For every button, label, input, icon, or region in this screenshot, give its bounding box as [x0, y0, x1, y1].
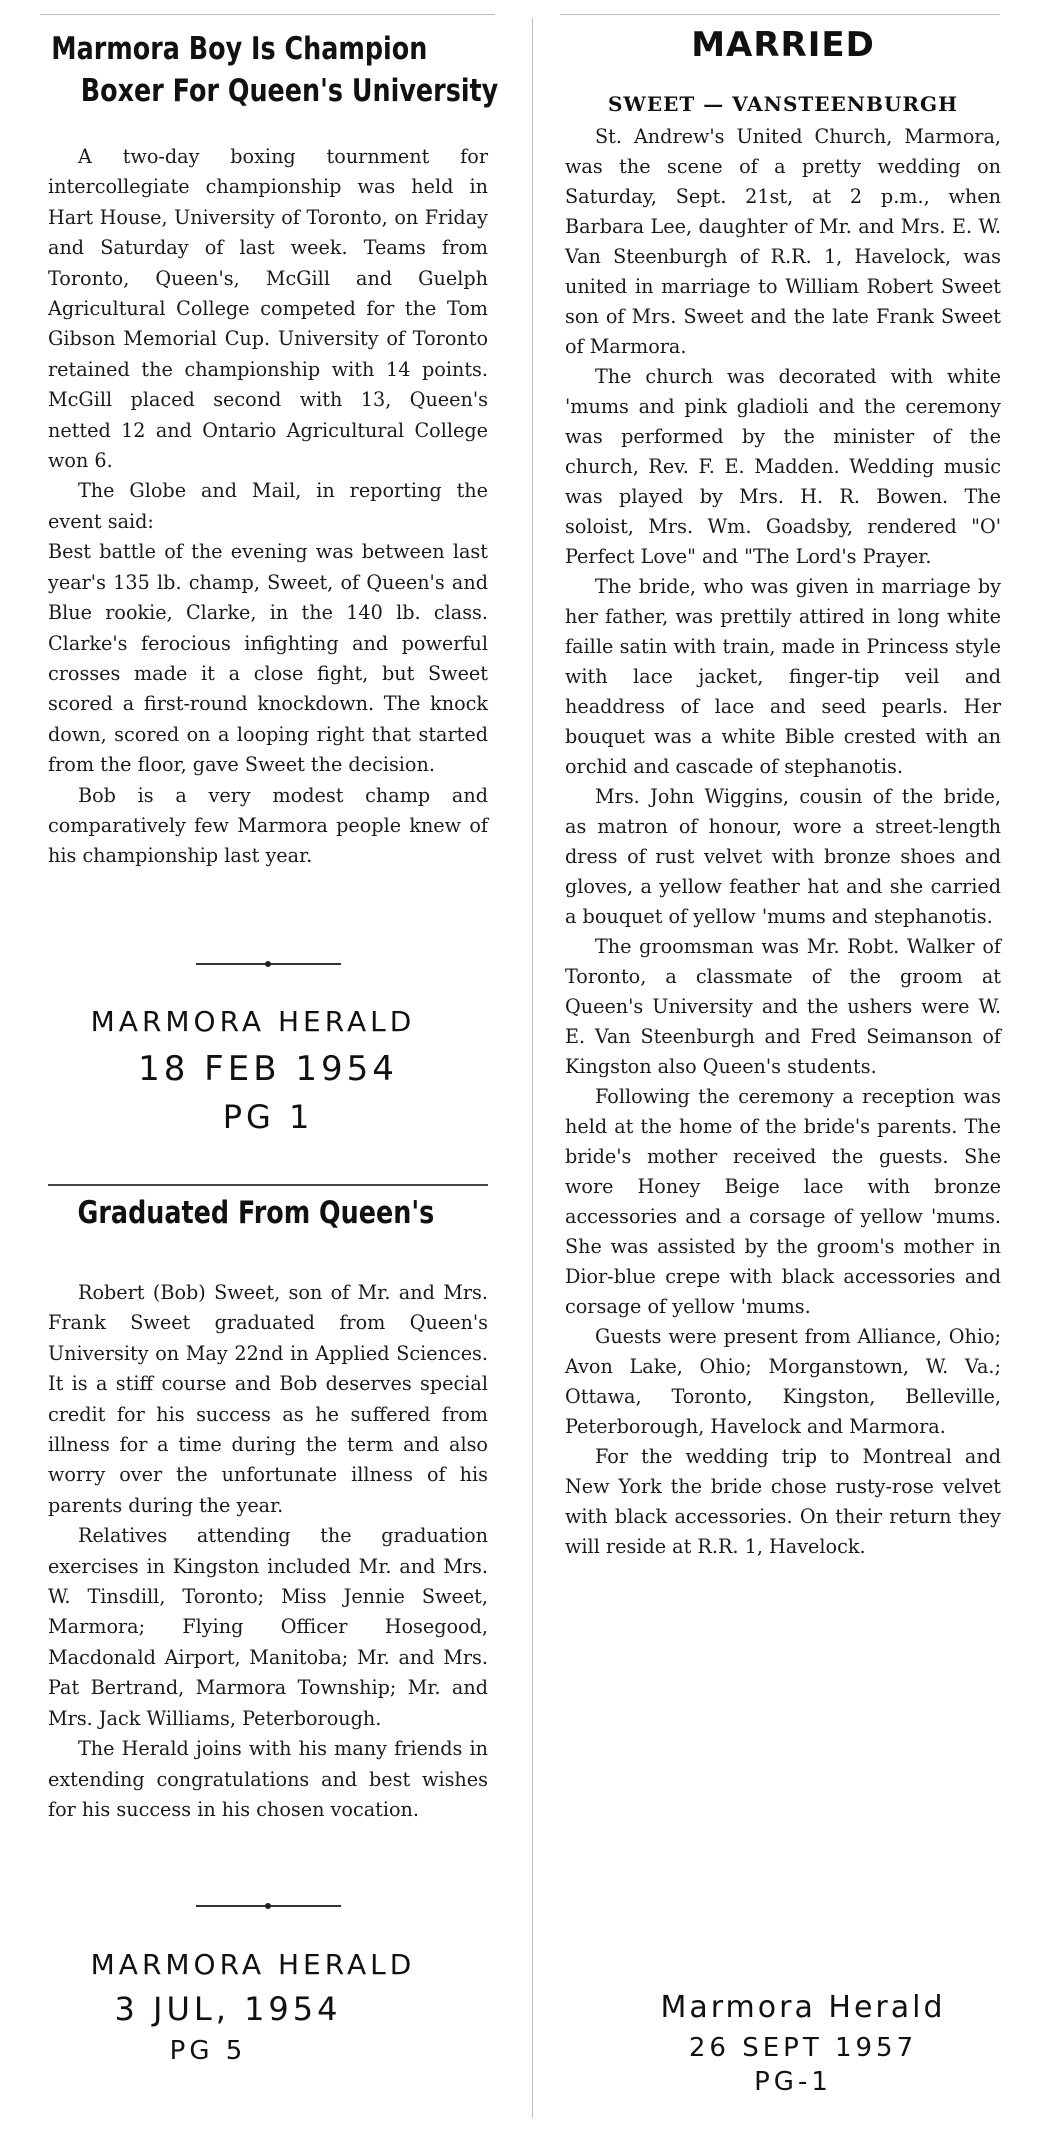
- graduation-paragraph: The Herald joins with his many friends in extending congratulations and best wishes for his success in his chosen vocation.: [48, 1737, 488, 1821]
- boxing-article: [48, 28, 499, 872]
- handwritten-date: 18 FEB 1954: [138, 1049, 398, 1089]
- wedding-paragraph: The church was decorated with white 'mums and pink gladioli and the ceremony was performed by the minister of the church, Rev. F. E. Madden. Wedding music was played by Mrs. H. R. Bowen. The soloist, Mrs. Wm. Goadsby, rendered "O' Perfect Love" and "The Lord's Prayer.: [565, 365, 1001, 568]
- handwritten-source: Marmora Herald: [660, 1990, 946, 2025]
- boxing-handwritten-note: [48, 1000, 488, 1140]
- wedding-handwritten-note: [565, 1985, 1001, 2099]
- wedding-paragraph: For the wedding trip to Montreal and New York the bride chose rusty-rose velvet with black accessories. On their return they will reside at R.R. 1, Havelock.: [565, 1445, 1001, 1558]
- handwritten-source: MARMORA HERALD: [90, 1948, 416, 1981]
- boxing-headline-line1: Marmora Boy Is Champion: [51, 31, 428, 67]
- wedding-article: [565, 22, 1001, 1562]
- handwritten-date: 3 JUL, 1954: [114, 1990, 342, 2028]
- wedding-paragraph: The bride, who was given in marriage by her father, was prettily attired in long white faille satin with train, made in Princess style with lace jacket, finger-tip veil and headdress of lace and seed pearls. Her bouquet was a white Bible crested with an orchid and cascade of stephanotis.: [565, 575, 1001, 778]
- wedding-couple-subhead: SWEET — VANSTEENBURGH: [607, 92, 958, 116]
- graduation-end-ornament: [48, 1905, 488, 1907]
- wedding-paragraph: The groomsman was Mr. Robt. Walker of Toronto, a classmate of the groom at Queen's University and the ushers were W. E. Van Steenburgh and Fred Seimanson of Kingston also Queen's students.: [565, 935, 1001, 1078]
- handwritten-page: PG 5: [169, 2036, 247, 2066]
- wedding-paragraph: Following the ceremony a reception was held at the home of the bride's parents. The bride's mother received the guests. She wore Honey Beige lace with bronze accessories and a corsage of yellow 'mums. She was assisted by the groom's mother in Dior-blue crepe with black accessories and corsage of yellow 'mums.: [565, 1085, 1001, 1318]
- boxing-headline-line2: Boxer For Queen's University: [80, 73, 499, 109]
- article-separator: [48, 1184, 488, 1186]
- wedding-paragraph: Guests were present from Alliance, Ohio; Avon Lake, Ohio; Morganstown, W. Va.; Ottawa, Toronto, Kingston, Belleville, Peterborough, Havelock and Marmora.: [565, 1325, 1001, 1438]
- wedding-paragraph: Mrs. John Wiggins, cousin of the bride, as matron of honour, wore a street-length dress of rust velvet with bronze shoes and gloves, a yellow feather hat and she carried a bouquet of yellow 'mums and stephanotis.: [565, 785, 1001, 928]
- boxing-paragraph: Bob is a very modest champ and comparatively few Marmora people knew of his championship last year.: [48, 783, 488, 868]
- top-rule-left: [40, 14, 495, 15]
- boxing-paragraph: The Globe and Mail, in reporting the event said:: [48, 479, 488, 533]
- boxing-paragraph: Best battle of the evening was between last year's 135 lb. champ, Sweet, of Queen's and Blue rookie, Clarke, in the 140 lb. class. Clarke's ferocious infighting and powerful crosses made it a close fight, but Sweet scored a first-round knockdown. The knock down, scored on a looping right that started from the floor, gave Sweet the decision.: [48, 540, 488, 777]
- handwritten-source: MARMORA HERALD: [90, 1005, 416, 1038]
- boxing-paragraph: A two-day boxing tournment for intercollegiate championship was held in Hart House, University of Toronto, on Friday and Saturday of last week. Teams from Toronto, Queen's, McGill and Guelph Agricultural College competed for the Tom Gibson Memorial Cup. University of Toronto retained the championship with 14 points. McGill placed second with 13, Queen's netted 12 and Ontario Agricultural College won 6.: [48, 145, 488, 473]
- column-divider: [532, 18, 533, 2118]
- top-rule-right: [560, 14, 1000, 15]
- handwritten-page: PG-1: [754, 2067, 832, 2097]
- boxing-end-ornament: [48, 963, 488, 965]
- graduation-article: [48, 1192, 488, 1825]
- graduation-handwritten-note: [48, 1944, 488, 2070]
- married-section-title: MARRIED: [691, 25, 875, 65]
- graduation-paragraph: Robert (Bob) Sweet, son of Mr. and Mrs. Frank Sweet graduated from Queen's University on May 22nd in Applied Sciences. It is a stiff course and Bob deserves special credit for his success as he suffered from illness for a time during the term and also worry over the unfortunate illness of his parents during the year.: [48, 1281, 488, 1517]
- graduation-paragraph: Relatives attending the graduation exercises in Kingston included Mr. and Mrs. W. Tinsdill, Toronto; Miss Jennie Sweet, Marmora; Flying Officer Hosegood, Macdonald Airport, Manitoba; Mr. and Mrs. Pat Bertrand, Marmora Township; Mr. and Mrs. Jack Williams, Peterborough.: [48, 1524, 488, 1730]
- graduation-headline: Graduated From Queen's: [77, 1195, 435, 1231]
- wedding-paragraph: St. Andrew's United Church, Marmora, was the scene of a pretty wedding on Saturday, Sept. 21st, at 2 p.m., when Barbara Lee, daughter of Mr. and Mrs. E. W. Van Steenburgh of R.R. 1, Havelock, was united in marriage to William Robert Sweet son of Mrs. Sweet and the late Frank Sweet of Marmora.: [565, 125, 1001, 358]
- handwritten-page: PG 1: [222, 1098, 314, 1136]
- handwritten-date: 26 SEPT 1957: [688, 2033, 918, 2063]
